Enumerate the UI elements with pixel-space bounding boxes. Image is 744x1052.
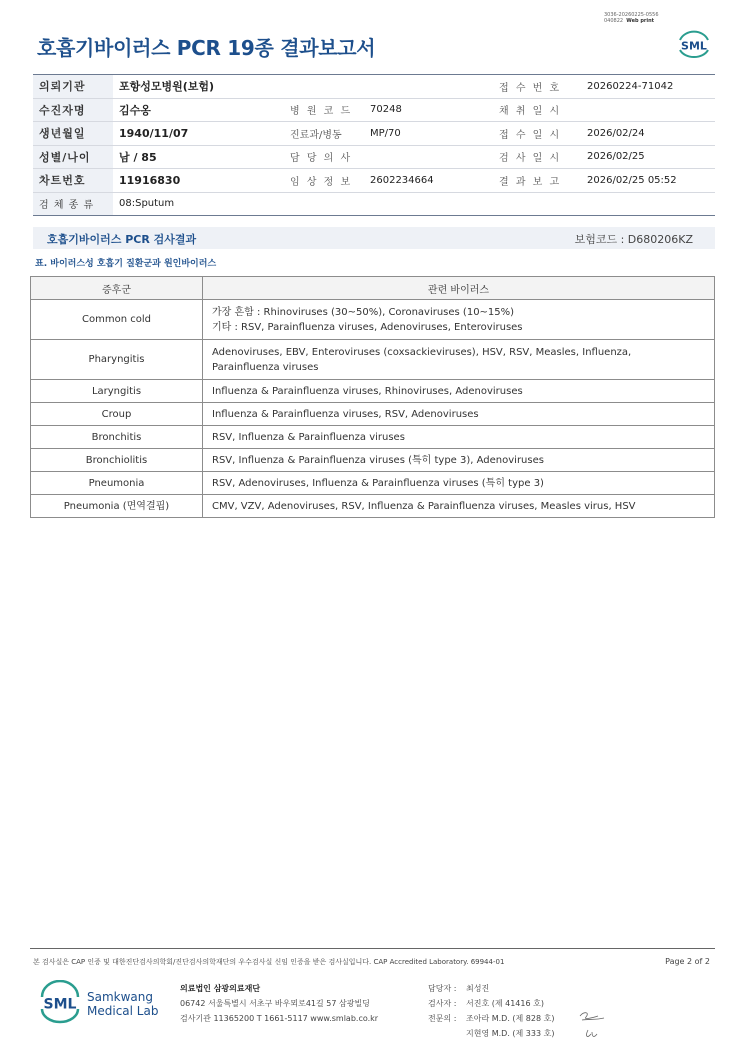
report-value: 2026/02/25 05:52 (581, 169, 715, 193)
col-header-virus: 관련 바이러스 (203, 277, 715, 300)
result-section-header (33, 227, 715, 249)
name-label: 수진자명 (33, 98, 113, 122)
accreditation-note: 본 검사실은 CAP 인증 및 대한진단검사의학회/진단검사의학재단의 우수검사실 신임 인증을 받은 검사실입니다. CAP Accredited Laboratory. 69944-01 (33, 958, 505, 966)
dept-label: 진료과/병동 (284, 122, 364, 146)
syndrome-cell: Bronchitis (31, 426, 203, 449)
institution-info (180, 981, 378, 1026)
manager-name: 최성진 (466, 984, 490, 993)
doctor-label: 담 당 의 사 (284, 145, 364, 169)
sml-logo-icon (674, 26, 714, 62)
institution-address: 06742 서울특별시 서초구 바우뫼로41길 57 삼광빌딩 (180, 999, 370, 1008)
specialist-2: 지현영 M.D. (제 333 호) (466, 1029, 555, 1038)
table-row (31, 495, 715, 518)
hosp-code-value: 70248 (364, 98, 493, 122)
clinic-value: 2602234664 (364, 169, 493, 193)
table-caption: 표. 바이러스성 호흡기 질환군과 원인바이러스 (35, 259, 217, 269)
logo-text: SML (681, 39, 707, 53)
syndrome-cell: Croup (31, 403, 203, 426)
table-header-row (31, 277, 715, 300)
ref-line-2: 040822 (604, 18, 624, 24)
table-row (31, 340, 715, 380)
report-title: 호흡기바이러스 PCR 19종 결과보고서 (37, 36, 376, 60)
table-row (31, 300, 715, 340)
table-row (31, 403, 715, 426)
manager-label: 담당자 : (428, 984, 457, 993)
sex-label: 성별/나이 (33, 145, 113, 169)
report-label: 결 과 보 고 (493, 169, 581, 193)
test-date-value: 2026/02/25 (581, 145, 715, 169)
tester-label: 검사자 : (428, 999, 457, 1008)
page-number: Page 2 of 2 (665, 957, 710, 966)
virus-table (30, 276, 715, 518)
institution-name: 의료법인 삼광의료재단 (180, 984, 261, 993)
specimen-value: 08:Sputum (113, 192, 715, 216)
syndrome-cell: Laryngitis (31, 380, 203, 403)
syndrome-cell: Common cold (31, 300, 203, 340)
table-row (31, 380, 715, 403)
clinic-label: 임 상 정 보 (284, 169, 364, 193)
info-row (33, 169, 715, 193)
report-reference-code (604, 12, 659, 24)
recv-date-label: 접 수 일 시 (493, 122, 581, 146)
virus-line: Adenoviruses, EBV, Enteroviruses (coxsackieviruses), HSV, RSV, Measles, Influenza, (212, 346, 632, 358)
table-row (31, 449, 715, 472)
tester-name: 서진호 (제 41416 호) (466, 999, 544, 1008)
signature-icon (578, 1008, 608, 1042)
info-row (33, 98, 715, 122)
virus-cell (203, 300, 715, 340)
specialist-1: 조아라 M.D. (제 828 호) (466, 1014, 555, 1023)
virus-cell (203, 340, 715, 380)
virus-line: 가장 흔함 : Rhinoviruses (30~50%), Coronaviruses (10~15%) (212, 306, 515, 318)
info-row (33, 122, 715, 146)
web-print-label: Web print (626, 18, 655, 24)
virus-line: Parainfluenza viruses (212, 361, 319, 373)
insurance-code: 보험코드 : D680206KZ (574, 233, 693, 246)
syndrome-cell: Pharyngitis (31, 340, 203, 380)
recv-date-value: 2026/02/24 (581, 122, 715, 146)
syndrome-cell: Pneumonia (31, 472, 203, 495)
org-value: 포항성모병원(보험) (113, 75, 493, 99)
patient-info-table (33, 74, 715, 216)
specialist-label: 전문의 : (428, 1014, 457, 1023)
syndrome-cell: Bronchiolitis (31, 449, 203, 472)
collect-label: 채 취 일 시 (493, 98, 581, 122)
sml-logo-icon (36, 980, 84, 1024)
virus-cell: RSV, Adenoviruses, Influenza & Parainfluenza viruses (특히 type 3) (203, 472, 715, 495)
table-row (31, 426, 715, 449)
info-row (33, 145, 715, 169)
staff-info (428, 981, 554, 1041)
table-row (31, 472, 715, 495)
virus-cell: Influenza & Parainfluenza viruses, Rhinoviruses, Adenoviruses (203, 380, 715, 403)
org-label: 의뢰기관 (33, 75, 113, 99)
birth-value: 1940/11/07 (113, 122, 284, 146)
doctor-value (364, 145, 493, 169)
recv-no-label: 접 수 번 호 (493, 75, 581, 99)
dept-value: MP/70 (364, 122, 493, 146)
info-row (33, 75, 715, 99)
virus-line: 기타 : RSV, Parainfluenza viruses, Adenoviruses, Enteroviruses (212, 321, 523, 333)
sex-value: 남 / 85 (113, 145, 284, 169)
recv-no-value: 20260224-71042 (581, 75, 715, 99)
collect-value (581, 98, 715, 122)
specimen-label: 검 체 종 류 (33, 192, 113, 216)
brand-line-2: Medical Lab (87, 1004, 159, 1018)
virus-cell: CMV, VZV, Adenoviruses, RSV, Influenza & Parainfluenza viruses, Measles virus, HSV (203, 495, 715, 518)
logo-text: SML (43, 996, 77, 1013)
chart-label: 차트번호 (33, 169, 113, 193)
brand-name (87, 990, 158, 1018)
info-row (33, 192, 715, 216)
brand-line-1: Samkwang (87, 990, 153, 1004)
col-header-syndrome: 증후군 (31, 277, 203, 300)
chart-value: 11916830 (113, 169, 284, 193)
virus-cell: Influenza & Parainfluenza viruses, RSV, Adenoviruses (203, 403, 715, 426)
footer-divider (30, 948, 715, 949)
virus-cell: RSV, Influenza & Parainfluenza viruses (특히 type 3), Adenoviruses (203, 449, 715, 472)
syndrome-cell: Pneumonia (면역결핍) (31, 495, 203, 518)
test-date-label: 검 사 일 시 (493, 145, 581, 169)
birth-label: 생년월일 (33, 122, 113, 146)
section-title: 호흡기바이러스 PCR 검사결과 (47, 233, 197, 246)
hosp-code-label: 병 원 코 드 (284, 98, 364, 122)
virus-cell: RSV, Influenza & Parainfluenza viruses (203, 426, 715, 449)
institution-contact: 검사기관 11365200 T 1661-5117 www.smlab.co.kr (180, 1014, 379, 1023)
name-value: 김수옹 (113, 98, 284, 122)
ref-line-1: 3036-20260225-0556 (604, 12, 659, 18)
